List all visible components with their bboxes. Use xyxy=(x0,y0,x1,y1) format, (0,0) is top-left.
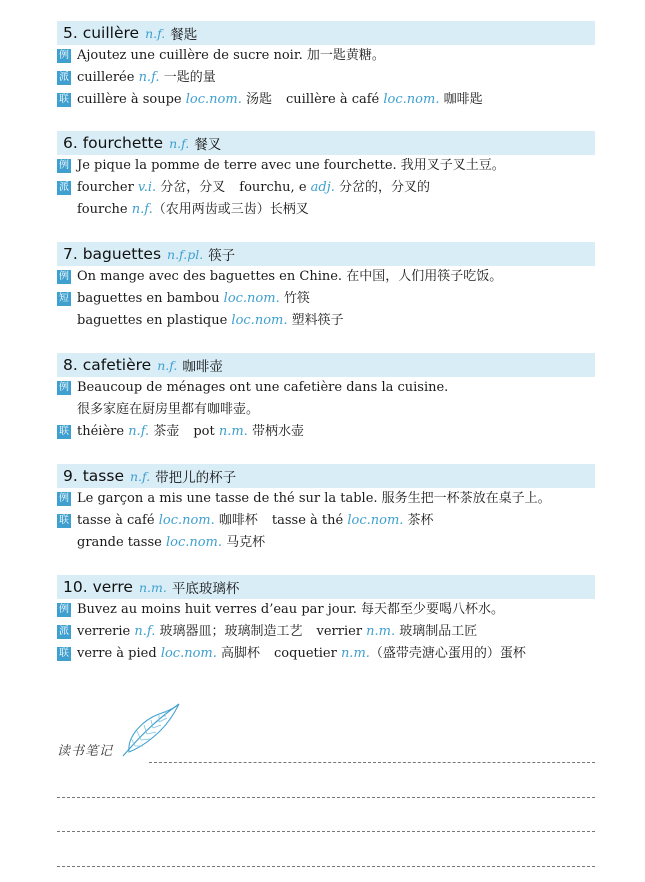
gloss: 筷子 xyxy=(208,248,236,264)
entry-line-continued xyxy=(57,199,595,221)
line-text: cuillerée xyxy=(77,70,139,85)
grammar-label: n.f. xyxy=(128,424,150,439)
grammar-label: loc.nom. xyxy=(231,313,288,328)
line-tag-badge: 例 xyxy=(59,493,69,504)
line-text: 很多家庭在厨房里都有咖啡壶。 xyxy=(77,402,260,417)
entry-line-continued xyxy=(57,399,595,421)
entry-header xyxy=(57,464,595,488)
grammar-label: loc.nom. xyxy=(347,513,404,528)
line-text: （农用两齿或三齿）长柄叉 xyxy=(152,202,309,217)
line-text: Buvez au moins huit verres d’eau par jour. 每天都至少要喝八杯水。 xyxy=(77,602,505,617)
entry-line xyxy=(57,643,595,665)
line-text: cuillère à soupe xyxy=(77,92,186,107)
entry-line xyxy=(57,621,595,643)
entry-tasse xyxy=(57,464,595,554)
entry-line xyxy=(57,89,595,111)
entry-line xyxy=(57,599,595,621)
line-text: tasse à café xyxy=(77,513,159,528)
notes-line xyxy=(57,866,595,867)
grammar-label: n.m. xyxy=(366,624,396,639)
entry-lines xyxy=(57,155,595,221)
line-text: 分岔的，分叉的 xyxy=(334,180,431,195)
grammar-label: n.f. xyxy=(138,70,160,85)
entry-line xyxy=(57,266,595,288)
line-text: baguettes en bambou xyxy=(77,291,224,306)
line-text: 竹筷 xyxy=(279,291,310,306)
line-text: Le garçon a mis une tasse de thé sur la table. 服务生把一杯茶放在桌子上。 xyxy=(77,491,551,506)
grammar-label: n.m. xyxy=(218,424,248,439)
line-text: Ajoutez une cuillère de sucre noir. 加一匙黄糖。 xyxy=(77,48,385,63)
grammar-label: n.m. xyxy=(340,646,370,661)
feather-icon xyxy=(119,702,183,758)
entry-line xyxy=(57,488,595,510)
line-text: fourchu, e xyxy=(239,180,311,195)
grammar-label: adj. xyxy=(310,180,335,195)
part-of-speech: n.f.pl. xyxy=(167,246,204,262)
gloss: 餐叉 xyxy=(194,137,222,153)
grammar-label: loc.nom. xyxy=(383,92,440,107)
gloss: 带把儿的杯子 xyxy=(155,470,237,486)
entry-verre xyxy=(57,575,595,665)
entry-line xyxy=(57,421,595,443)
grammar-label: loc.nom. xyxy=(185,92,242,107)
headword: 5. cuillère xyxy=(63,24,140,42)
line-tag-badge: 派 xyxy=(59,72,69,83)
headword: 9. tasse xyxy=(63,467,124,485)
line-text: （盛带壳溏心蛋用的）蛋杯 xyxy=(369,646,526,661)
entry-cafetiere xyxy=(57,353,595,443)
entry-header xyxy=(57,131,595,155)
grammar-label: loc.nom. xyxy=(158,513,215,528)
headword: 6. fourchette xyxy=(63,134,164,152)
line-tag-badge: 联 xyxy=(59,94,69,105)
line-tag-badge: 例 xyxy=(59,604,69,615)
part-of-speech: n.f. xyxy=(169,135,190,151)
gloss: 餐匙 xyxy=(170,27,198,43)
line-text: 咖啡匙 xyxy=(439,92,483,107)
grammar-label: loc.nom. xyxy=(223,291,280,306)
line-tag-badge: 例 xyxy=(59,271,69,282)
line-tag-badge: 例 xyxy=(59,160,69,171)
line-tag-badge: 短 xyxy=(59,293,69,304)
entry-header xyxy=(57,242,595,266)
line-text: Je pique la pomme de terre avec une fourchette. 我用叉子叉土豆。 xyxy=(77,158,505,173)
headword: 7. baguettes xyxy=(63,245,162,263)
notes-line xyxy=(149,762,595,763)
line-text: 茶杯 xyxy=(403,513,434,528)
line-tag-badge: 例 xyxy=(59,382,69,393)
line-tag-badge: 例 xyxy=(59,50,69,61)
entry-line xyxy=(57,510,595,532)
line-text: verre à pied xyxy=(77,646,161,661)
line-tag-badge: 派 xyxy=(59,626,69,637)
line-text: 玻璃制品工匠 xyxy=(395,624,478,639)
notes-line xyxy=(57,797,595,798)
gloss: 咖啡壶 xyxy=(182,359,223,375)
line-text: cuillère à café xyxy=(285,92,384,107)
line-text: 茶壶 xyxy=(149,424,180,439)
line-text: grande tasse xyxy=(77,535,166,550)
line-tag-badge: 派 xyxy=(59,182,69,193)
line-text: 分岔，分叉 xyxy=(156,180,226,195)
grammar-label: loc.nom. xyxy=(165,535,223,550)
entry-header xyxy=(57,353,595,377)
line-text: théière xyxy=(77,424,129,439)
line-tag-badge: 联 xyxy=(59,515,69,526)
line-text: verrerie xyxy=(77,624,135,639)
line-text: fourche xyxy=(77,202,132,217)
line-text: 汤匙 xyxy=(241,92,272,107)
line-text: coquetier xyxy=(274,646,341,661)
part-of-speech: n.f. xyxy=(129,468,151,484)
entry-line xyxy=(57,155,595,177)
entry-lines xyxy=(57,266,595,332)
entry-line xyxy=(57,45,595,67)
entry-lines xyxy=(57,599,595,665)
line-text: 玻璃器皿；玻璃制造工艺 xyxy=(155,624,303,639)
line-text: tasse à thé xyxy=(271,513,348,528)
line-text: verrier xyxy=(316,624,367,639)
reading-notes xyxy=(57,700,597,870)
line-tag-badge: 联 xyxy=(59,648,69,659)
notes-title: 读书笔记 xyxy=(57,744,114,759)
grammar-label: v.i. xyxy=(137,180,157,195)
entry-lines xyxy=(57,377,595,443)
part-of-speech: n.m. xyxy=(138,579,167,595)
line-text: 一匙的量 xyxy=(159,70,216,85)
line-text: baguettes en plastique xyxy=(77,313,232,328)
notes-line xyxy=(57,831,595,832)
line-text: pot xyxy=(193,424,219,439)
part-of-speech: n.f. xyxy=(145,25,166,41)
entry-line-continued xyxy=(57,532,595,554)
line-text: 带柄水壶 xyxy=(247,424,304,439)
entry-header xyxy=(57,21,595,45)
entry-line xyxy=(57,288,595,310)
entry-baguettes xyxy=(57,242,595,332)
line-text: On mange avec des baguettes en Chine. 在中国，人们用筷子吃饭。 xyxy=(77,269,503,284)
entry-line xyxy=(57,377,595,399)
line-text: 高脚杯 xyxy=(216,646,261,661)
entry-line-continued xyxy=(57,310,595,332)
entry-cuillere xyxy=(57,21,595,111)
line-tag-badge: 联 xyxy=(59,426,69,437)
part-of-speech: n.f. xyxy=(157,357,178,373)
headword: 10. verre xyxy=(63,578,133,596)
entry-fourchette xyxy=(57,131,595,221)
gloss: 平底玻璃杯 xyxy=(171,581,240,597)
entry-line xyxy=(57,67,595,89)
line-text: 塑料筷子 xyxy=(287,313,344,328)
grammar-label: n.f. xyxy=(131,202,153,217)
line-text: 马克杯 xyxy=(222,535,266,550)
entry-lines xyxy=(57,45,595,111)
headword: 8. cafetière xyxy=(63,356,152,374)
line-text: fourcher xyxy=(77,180,138,195)
entry-lines xyxy=(57,488,595,554)
grammar-label: loc.nom. xyxy=(160,646,217,661)
grammar-label: n.f. xyxy=(134,624,156,639)
line-text: 咖啡杯 xyxy=(214,513,258,528)
entry-line xyxy=(57,177,595,199)
entry-header xyxy=(57,575,595,599)
line-text: Beaucoup de ménages ont une cafetière dans la cuisine. xyxy=(77,380,449,395)
